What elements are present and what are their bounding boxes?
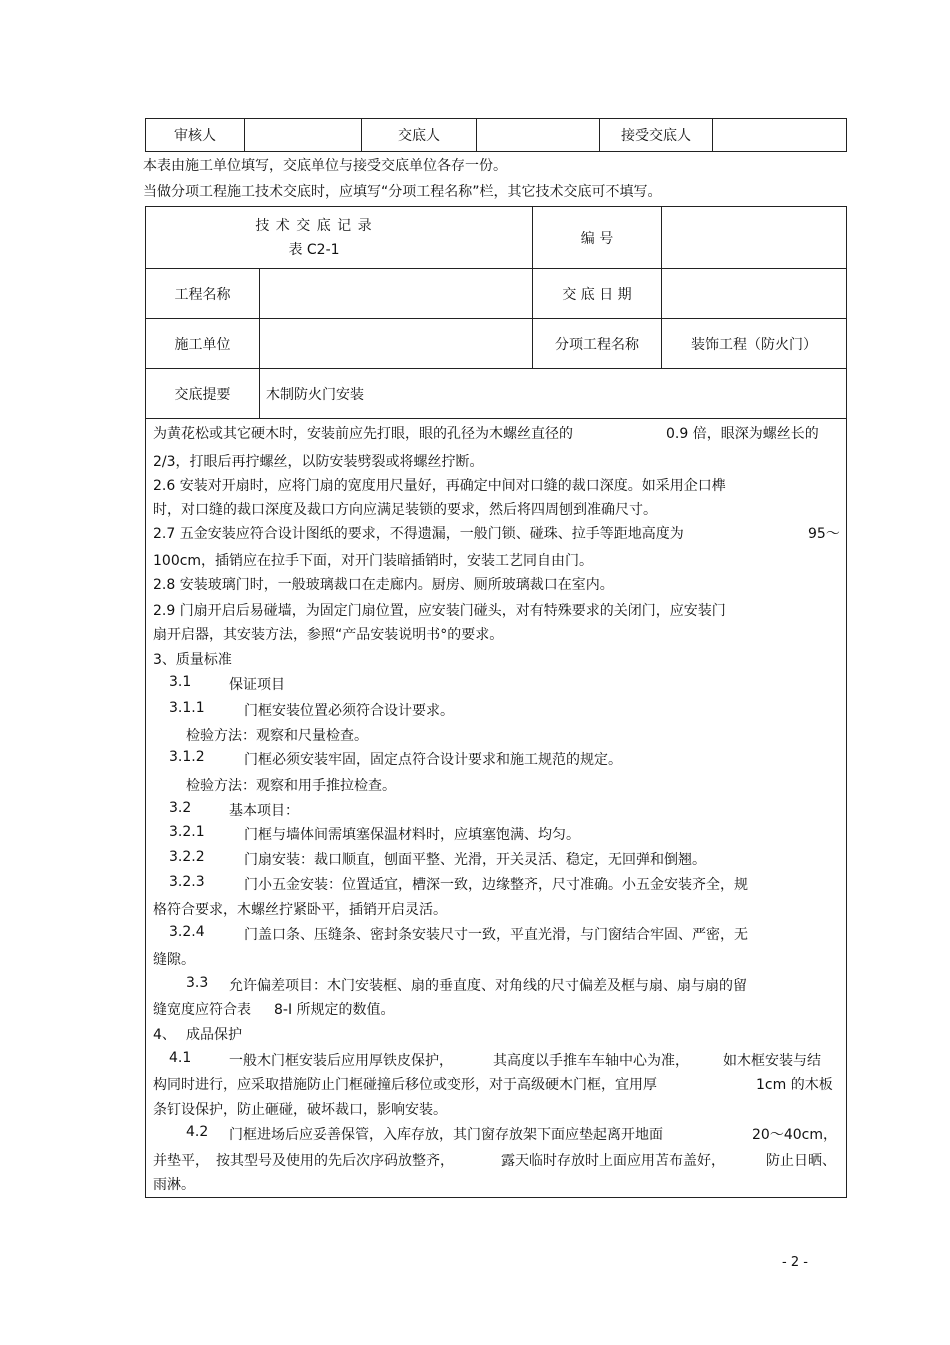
reviewer-value[interactable]: [245, 119, 362, 152]
body-line: 缝隙。: [153, 952, 195, 968]
body-line: 3.2.4: [169, 924, 205, 940]
body-line: 2.7 五金安装应符合设计图纸的要求，不得遗漏，一般门锁、碰珠、拉手等距地高度为: [153, 526, 684, 542]
note-line-1: 本表由施工单位填写，交底单位与接受交底单位各存一份。: [143, 158, 507, 174]
body-line: 雨淋。: [153, 1177, 195, 1193]
body-line: 0.9 倍，眼深为螺丝长的: [666, 426, 819, 442]
contractor-value[interactable]: [260, 319, 533, 369]
body-line: 门框安装位置必须符合设计要求。: [244, 703, 454, 719]
project-name-label: 工程名称: [146, 269, 260, 319]
body-line: 如木框安装与结: [723, 1053, 821, 1069]
body-line: 2/3，打眼后再拧螺丝，以防安装劈裂或将螺丝拧断。: [153, 454, 484, 470]
handover-label: 交底人: [362, 119, 477, 152]
body-line: 一般木门框安装后应用厚铁皮保护，: [229, 1053, 453, 1069]
reviewer-label: 审核人: [146, 119, 245, 152]
body-line: 构同时进行，应采取措施防止门框碰撞后移位或变形，对于高级硬木门框，宜用厚: [153, 1077, 657, 1093]
body-line: 露天临时存放时上面应用苫布盖好，: [501, 1153, 725, 1169]
body-line: 3.1.1: [169, 700, 205, 716]
body-line: 3、质量标准: [153, 652, 232, 668]
body-line: 门框必须安装牢固，固定点符合设计要求和施工规范的规定。: [244, 752, 622, 768]
body-line: 检验方法：观察和用手推拉检查。: [186, 778, 396, 794]
body-line: 3.2: [169, 800, 192, 816]
summary-value: 木制防火门安装: [260, 369, 847, 419]
body-line: 其高度以手推车车轴中心为准，: [493, 1053, 689, 1069]
body-line: 95～: [808, 526, 840, 542]
body-line: 3.2.2: [169, 849, 205, 865]
body-line: 并垫平，: [153, 1153, 209, 1169]
receiver-label: 接受交底人: [600, 119, 713, 152]
body-line: 保证项目: [229, 677, 285, 693]
body-line: 2.6 安装对开扇时，应将门扇的宽度用尺量好，再确定中间对口缝的裁口深度。如采用企口榫: [153, 478, 726, 494]
body-line: 为黄花松或其它硬木时，安装前应先打眼，眼的孔径为木螺丝直径的: [153, 426, 573, 442]
body-line: 3.3: [186, 975, 209, 991]
body-line: 基本项目：: [229, 803, 299, 819]
body-line: 3.1: [169, 674, 192, 690]
body-line: 按其型号及使用的先后次序码放整齐，: [216, 1153, 454, 1169]
tech-record-table: [145, 206, 847, 1198]
body-line: 缝宽度应符合表: [153, 1002, 251, 1018]
record-body: [146, 419, 847, 1198]
signature-table: [145, 118, 847, 152]
body-line: 扇开启器，其安装方法，参照“产品安装说明书°的要求。: [153, 627, 504, 643]
contractor-label: 施工单位: [146, 319, 260, 369]
summary-label: 交底提要: [146, 369, 260, 419]
body-line: 成品保护: [186, 1027, 242, 1043]
body-line: 100cm，插销应在拉手下面，对开门装暗插销时，安装工艺同自由门。: [153, 553, 594, 569]
record-header: [146, 207, 533, 269]
number-value[interactable]: [662, 207, 847, 269]
body-line: 门框进场后应妥善保管，入库存放，其门窗存放架下面应垫起离开地面: [229, 1127, 663, 1143]
body-line: 1cm 的木板: [756, 1077, 833, 1093]
body-line: 门盖口条、压缝条、密封条安装尺寸一致，平直光滑，与门窗结合牢固、严密，无: [244, 927, 748, 943]
subproject-label: 分项工程名称: [533, 319, 662, 369]
handover-value[interactable]: [477, 119, 600, 152]
body-line: 3.1.2: [169, 749, 205, 765]
date-value[interactable]: [662, 269, 847, 319]
body-line: 4.2: [186, 1124, 209, 1140]
date-label: 交 底 日 期: [533, 269, 662, 319]
body-line: 门小五金安装：位置适宜，槽深一致，边缘整齐，尺寸准确。小五金安装齐全，规: [244, 877, 748, 893]
body-line: 2.9 门扇开启后易碰墙，为固定门扇位置，应安装门碰头，对有特殊要求的关闭门，应安装门: [153, 603, 726, 619]
body-line: 2.8 安装玻璃门时，一般玻璃裁口在走廊内。厨房、厕所玻璃裁口在室内。: [153, 577, 614, 593]
project-name-value[interactable]: [260, 269, 533, 319]
subproject-value: 装饰工程（防火门）: [662, 319, 847, 369]
note-line-2: 当做分项工程施工技术交底时，应填写“分项工程名称”栏，其它技术交底可不填写。: [143, 184, 662, 200]
body-line: 门扇安装：裁口顺直，刨面平整、光滑，开关灵活、稳定，无回弹和倒翘。: [244, 852, 706, 868]
body-line: 8-I 所规定的数值。: [274, 1002, 395, 1018]
body-line: 门框与墙体间需填塞保温材料时，应填塞饱满、均匀。: [244, 827, 580, 843]
body-line: 3.2.3: [169, 874, 205, 890]
receiver-value[interactable]: [713, 119, 847, 152]
body-line: 允许偏差项目：木门安装框、扇的垂直度、对角线的尺寸偏差及框与扇、扇与扇的留: [229, 978, 747, 994]
body-line: 检验方法：观察和尺量检查。: [186, 728, 368, 744]
body-line: 条钉设保护，防止砸碰，破坏裁口，影响安装。: [153, 1102, 447, 1118]
record-title: 技 术 交 底 记 录: [255, 217, 373, 234]
body-line: 3.2.1: [169, 824, 205, 840]
page-number: - 2 -: [782, 1255, 808, 1270]
record-form-no: 表 C2-1: [288, 241, 340, 258]
body-line: 防止日晒、: [766, 1153, 836, 1169]
body-line: 时，对口缝的裁口深度及裁口方向应满足装锁的要求，然后将四周刨到准确尺寸。: [153, 502, 657, 518]
body-line: 4、: [153, 1027, 176, 1043]
body-line: 4.1: [169, 1050, 192, 1066]
body-line: 格符合要求，木螺丝拧紧卧平，插销开启灵活。: [153, 902, 447, 918]
body-line: 20～40cm，: [752, 1127, 837, 1143]
number-label: 编 号: [533, 207, 662, 269]
